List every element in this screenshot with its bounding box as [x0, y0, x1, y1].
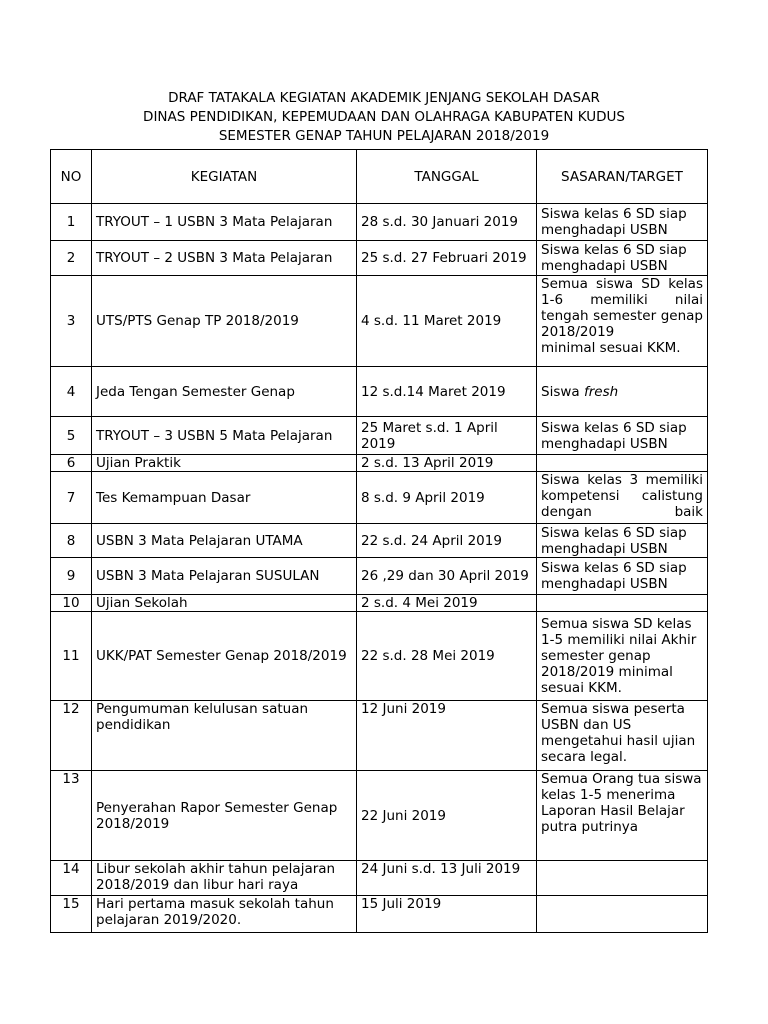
- row-tanggal: 15 Juli 2019: [357, 896, 537, 933]
- row-kegiatan: Libur sekolah akhir tahun pelajaran 2018/2019 dan libur hari raya: [92, 861, 357, 896]
- header-no: NO: [51, 150, 92, 204]
- row-sasaran-text-end: minimal sesuai KKM.: [541, 340, 681, 356]
- table-row: [51, 558, 708, 595]
- row-kegiatan: TRYOUT – 1 USBN 3 Mata Pelajaran: [92, 204, 357, 241]
- table-row: [51, 204, 708, 241]
- row-tanggal: 8 s.d. 9 April 2019: [357, 472, 537, 524]
- row-sasaran: Siswa kelas 6 SD siap menghadapi USBN: [537, 558, 708, 595]
- table-row: [51, 861, 708, 896]
- row-sasaran: [537, 455, 708, 472]
- row-tanggal: 26 ,29 dan 30 April 2019: [357, 558, 537, 595]
- row-sasaran: Siswa kelas 6 SD siap menghadapi USBN: [537, 241, 708, 276]
- table-row: [51, 417, 708, 455]
- row-no: 14: [51, 861, 92, 896]
- row-kegiatan: USBN 3 Mata Pelajaran UTAMA: [92, 524, 357, 558]
- row-no: 3: [51, 276, 92, 367]
- row-tanggal: 2 s.d. 13 April 2019: [357, 455, 537, 472]
- row-kegiatan: USBN 3 Mata Pelajaran SUSULAN: [92, 558, 357, 595]
- table-row: [51, 612, 708, 701]
- row-kegiatan: Jeda Tengan Semester Genap: [92, 367, 357, 417]
- row-no: 12: [51, 701, 92, 771]
- row-no: 10: [51, 595, 92, 612]
- row-tanggal: 22 s.d. 28 Mei 2019: [357, 612, 537, 701]
- schedule-table: [50, 149, 708, 933]
- table-row: [51, 595, 708, 612]
- row-no: 11: [51, 612, 92, 701]
- row-kegiatan: Penyerahan Rapor Semester Genap 2018/2019: [92, 771, 357, 861]
- row-tanggal: 25 s.d. 27 Februari 2019: [357, 241, 537, 276]
- header-kegiatan: KEGIATAN: [92, 150, 357, 204]
- row-no: 9: [51, 558, 92, 595]
- row-sasaran: [537, 276, 708, 367]
- row-kegiatan: UTS/PTS Genap TP 2018/2019: [92, 276, 357, 367]
- row-tanggal: 25 Maret s.d. 1 April 2019: [357, 417, 537, 455]
- row-sasaran-italic: fresh: [583, 383, 619, 400]
- row-no: 2: [51, 241, 92, 276]
- row-sasaran: Semua Orang tua siswa kelas 1-5 menerima Laporan Hasil Belajar putra putrinya: [537, 771, 708, 861]
- row-kegiatan: Ujian Praktik: [92, 455, 357, 472]
- row-no: 15: [51, 896, 92, 933]
- row-no: 6: [51, 455, 92, 472]
- row-sasaran: Semua siswa peserta USBN dan US mengetahui hasil ujian secara legal.: [537, 701, 708, 771]
- row-sasaran: Siswa kelas 6 SD siap menghadapi USBN: [537, 204, 708, 241]
- row-no: 5: [51, 417, 92, 455]
- document-subtitle-agency: DINAS PENDIDIKAN, KEPEMUDAAN DAN OLAHRAGA KABUPATEN KUDUS: [143, 109, 625, 125]
- row-kegiatan: Hari pertama masuk sekolah tahun pelajaran 2019/2020.: [92, 896, 357, 933]
- row-kegiatan: UKK/PAT Semester Genap 2018/2019: [92, 612, 357, 701]
- row-sasaran-text: Semua siswa SD kelas 1-6 memiliki nilai tengah semester genap 2018/2019: [541, 276, 703, 340]
- table-row: [51, 524, 708, 558]
- document-subtitle-semester: SEMESTER GENAP TAHUN PELAJARAN 2018/2019: [218, 128, 550, 144]
- table-row: [51, 241, 708, 276]
- row-no: 8: [51, 524, 92, 558]
- header-tanggal: TANGGAL: [357, 150, 537, 204]
- row-no: 7: [51, 472, 92, 524]
- row-kegiatan: Ujian Sekolah: [92, 595, 357, 612]
- row-no: 4: [51, 367, 92, 417]
- table-row: [51, 896, 708, 933]
- row-no: 13: [51, 771, 92, 861]
- table-row: [51, 701, 708, 771]
- row-sasaran: [537, 861, 708, 896]
- row-sasaran: Siswa kelas 6 SD siap menghadapi USBN: [537, 417, 708, 455]
- row-sasaran-text: Siswa: [541, 383, 580, 400]
- table-row: [51, 367, 708, 417]
- row-kegiatan: TRYOUT – 2 USBN 3 Mata Pelajaran: [92, 241, 357, 276]
- row-no: 1: [51, 204, 92, 241]
- table-row: [51, 472, 708, 524]
- row-tanggal: 22 Juni 2019: [357, 771, 537, 861]
- row-tanggal: 12 Juni 2019: [357, 701, 537, 771]
- table-row: [51, 276, 708, 367]
- row-tanggal: 28 s.d. 30 Januari 2019: [357, 204, 537, 241]
- row-kegiatan: Pengumuman kelulusan satuan pendidikan: [92, 701, 357, 771]
- row-sasaran: [537, 896, 708, 933]
- row-sasaran: Semua siswa SD kelas 1-5 memiliki nilai Akhir semester genap 2018/2019 minimal sesuai KKM.: [537, 612, 708, 701]
- table-row: [51, 771, 708, 861]
- row-sasaran: Siswa kelas 6 SD siap menghadapi USBN: [537, 524, 708, 558]
- row-kegiatan: TRYOUT – 3 USBN 5 Mata Pelajaran: [92, 417, 357, 455]
- row-tanggal: 2 s.d. 4 Mei 2019: [357, 595, 537, 612]
- header-sasaran: SASARAN/TARGET: [537, 150, 708, 204]
- row-sasaran: Siswa kelas 3 memiliki kompetensi calistung dengan baik: [537, 472, 708, 524]
- row-tanggal: 12 s.d.14 Maret 2019: [357, 367, 537, 417]
- table-row: [51, 455, 708, 472]
- document-title: DRAF TATAKALA KEGIATAN AKADEMIK JENJANG SEKOLAH DASAR: [168, 90, 600, 106]
- row-tanggal: 4 s.d. 11 Maret 2019: [357, 276, 537, 367]
- row-tanggal: 22 s.d. 24 April 2019: [357, 524, 537, 558]
- table-header-row: [51, 150, 708, 204]
- row-kegiatan: Tes Kemampuan Dasar: [92, 472, 357, 524]
- row-sasaran: [537, 367, 708, 417]
- row-sasaran: [537, 595, 708, 612]
- row-tanggal: 24 Juni s.d. 13 Juli 2019: [357, 861, 537, 896]
